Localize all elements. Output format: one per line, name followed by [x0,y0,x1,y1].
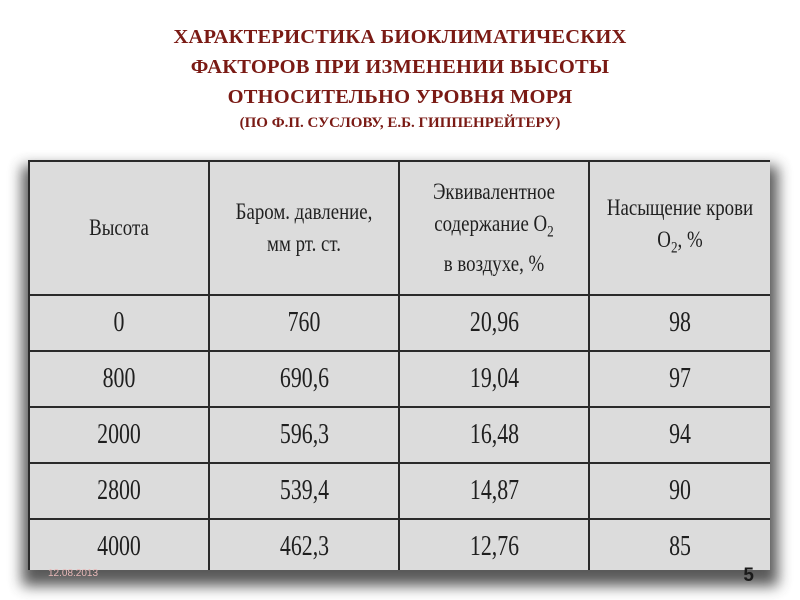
cell-height: 2800 [29,463,209,519]
table-row [29,295,770,351]
cell-oxygen: 20,96 [399,295,589,351]
slide-subtitle: (ПО Ф.П. СУСЛОВУ, Е.Б. ГИППЕНРЕЙТЕРУ) [239,115,561,131]
cell-oxygen: 12,76 [399,519,589,570]
header-saturation: Насыщение крови $О_2$, % [605,161,754,295]
cell-pressure: 760 [209,295,399,351]
cell-saturation: 85 [589,519,770,570]
cell-oxygen: 14,87 [399,463,589,519]
table-row [29,407,770,463]
title-line-1: ХАРАКТЕРИСТИКА БИОКЛИМАТИЧЕСКИХ [173,26,627,48]
cell-pressure: 462,3 [209,519,399,570]
cell-saturation: 94 [589,407,770,463]
title-line-3: ОТНОСИТЕЛЬНО УРОВНЯ МОРЯ [227,86,573,108]
table-row [29,463,770,519]
page-number: 5 [743,565,754,586]
table-header-row [29,161,770,295]
header-oxygen: Эквивалентное содержание $О_2$ в воздухе, % [416,161,572,295]
table-row [29,351,770,407]
header-pressure: Баром. давление, мм рт. ст. [226,161,382,295]
table-row [29,519,770,570]
title-line-2: ФАКТОРОВ ПРИ ИЗМЕНЕНИИ ВЫСОТЫ [190,56,610,78]
cell-oxygen: 19,04 [399,351,589,407]
cell-pressure: 596,3 [209,407,399,463]
header-height: Высота [45,161,193,295]
cell-height: 0 [29,295,209,351]
cell-saturation: 98 [589,295,770,351]
slide-title [0,22,800,134]
cell-height: 4000 [29,519,209,570]
cell-oxygen: 16,48 [399,407,589,463]
slide-date: 12.08.2013 [48,568,99,579]
cell-height: 800 [29,351,209,407]
cell-height: 2000 [29,407,209,463]
cell-pressure: 539,4 [209,463,399,519]
cell-saturation: 90 [589,463,770,519]
cell-saturation: 97 [589,351,770,407]
cell-pressure: 690,6 [209,351,399,407]
table-image [28,160,770,570]
data-table [28,160,770,570]
